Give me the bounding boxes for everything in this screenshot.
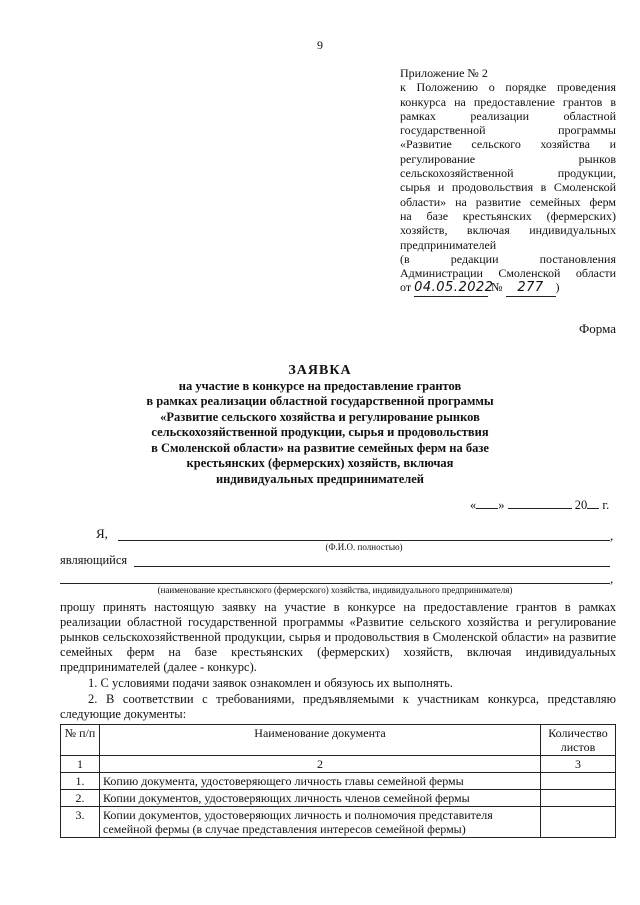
appendix-line: к Положению о порядке проведения (400, 80, 616, 95)
appendix-line: сельскохозяйственной продукции, (400, 166, 616, 181)
appendix-title: Приложение № 2 (400, 66, 488, 80)
i-comma: , (610, 528, 614, 543)
form-label: Форма (579, 321, 616, 336)
i-label: Я, (96, 526, 108, 541)
day-field[interactable] (476, 508, 498, 509)
index-cell: 1 (61, 756, 100, 773)
documents-table (60, 724, 616, 838)
row-pages-field[interactable] (541, 773, 616, 790)
date-line (470, 498, 609, 513)
title-line: сельскохозяйственной продукции, сырья и продовольствия (151, 425, 489, 439)
appendix-line: предпринимателей (400, 237, 497, 252)
appendix-line: конкурса на предоставление грантов в (400, 94, 616, 109)
title-main: ЗАЯВКА (288, 363, 352, 378)
title-line: крестьянских (фермерских) хозяйств, включая (186, 456, 454, 470)
appendix-line: Администрации Смоленской области (400, 266, 616, 281)
table-row (61, 807, 616, 838)
quote-close: » (498, 498, 505, 512)
appendix-line: «Развитие сельского хозяйства и (400, 137, 616, 152)
page-number: 9 (317, 38, 323, 52)
year-suffix: г. (602, 498, 610, 512)
farm-comma: , (610, 571, 614, 586)
handwritten-number: 277 (506, 281, 556, 296)
fio-caption: (Ф.И.О. полностью) (325, 542, 403, 552)
appendix-line: регулирование рынков (400, 151, 616, 166)
appendix-line: хозяйств, включая индивидуальных (400, 223, 616, 238)
year-field[interactable] (587, 508, 599, 509)
row-document-name: Копии документов, удостоверяющих личность и полномочия представителя семейной фермы (в случае представления интересов семейной фермы) (100, 807, 541, 838)
title-line: индивидуальных предпринимателей (215, 471, 425, 486)
request-paragraph: прошу принять настоящую заявку на участие в конкурсе на предоставление грантов в рамках реализации областной государственной программы «Развитие сельского хозяйства и регулирование рынков сельскохозяйственной продукции, сырья и продовольствия в Смоленской области» на развитие семейных ферм на базе крестьянских (фермерских) хозяйств, включая индивидуальных предпринимателей (далее - конкурс). (60, 600, 616, 674)
index-cell: 2 (100, 756, 541, 773)
table-row (61, 773, 616, 790)
header-pages: Количество листов (541, 725, 616, 756)
appendix-date-line (400, 280, 616, 296)
year-prefix: 20 (574, 498, 588, 512)
status-field[interactable] (134, 566, 610, 567)
header-name: Наименование документа (100, 725, 541, 756)
title-line: «Развитие сельского хозяйства и регулирование рынков (160, 409, 480, 424)
quote-open: « (470, 498, 477, 512)
row-number: 3. (61, 807, 100, 838)
appendix-block (400, 66, 616, 297)
handwritten-date: 04.05.2022 (414, 280, 494, 296)
appendix-line: сырья и продовольствия в Смоленской (400, 180, 616, 195)
document-title (110, 363, 530, 487)
title-line: на участие в конкурсе на предоставление грантов (178, 378, 462, 393)
appendix-line: области» на развитие семейных ферм (400, 194, 616, 209)
appendix-line: на базе крестьянских (фермерских) (400, 208, 616, 223)
point-1: 1. С условиями подачи заявок ознакомлен и обязуюсь их выполнять. (88, 676, 453, 690)
title-line: в рамках реализации областной государственной программы (146, 394, 494, 408)
point-2: 2. В соответствии с требованиями, предъявляемыми к участникам конкурса, представляю следующие документы: (60, 692, 616, 721)
fio-field[interactable] (118, 540, 610, 541)
row-document-name: Копии документов, удостоверяющих личность членов семейной фермы (100, 790, 541, 807)
row-number: 1. (61, 773, 100, 790)
appendix-line: (в редакции постановления (400, 251, 616, 266)
appendix-line: государственной программы (400, 123, 616, 138)
table-index-row (61, 756, 616, 773)
table-row (61, 790, 616, 807)
index-cell: 3 (541, 756, 616, 773)
row-number: 2. (61, 790, 100, 807)
table-header-row (61, 725, 616, 756)
farm-name-field[interactable] (60, 583, 610, 584)
title-line: в Смоленской области» на развитие семейных ферм на базе (151, 440, 489, 455)
number-prefix: № (491, 280, 503, 295)
header-number: № п/п (61, 725, 100, 756)
date-prefix: от (400, 280, 412, 295)
row-document-name: Копию документа, удостоверяющего личность главы семейной фермы (100, 773, 541, 790)
row-pages-field[interactable] (541, 790, 616, 807)
farm-caption: (наименование крестьянского (фермерского) хозяйства, индивидуального предпринимателя) (157, 585, 513, 595)
being-label: являющийся (60, 553, 128, 567)
row-pages-field[interactable] (541, 807, 616, 838)
appendix-line: рамках реализации областной (400, 108, 616, 123)
closing-paren: ) (555, 280, 560, 295)
month-field[interactable] (508, 508, 572, 509)
